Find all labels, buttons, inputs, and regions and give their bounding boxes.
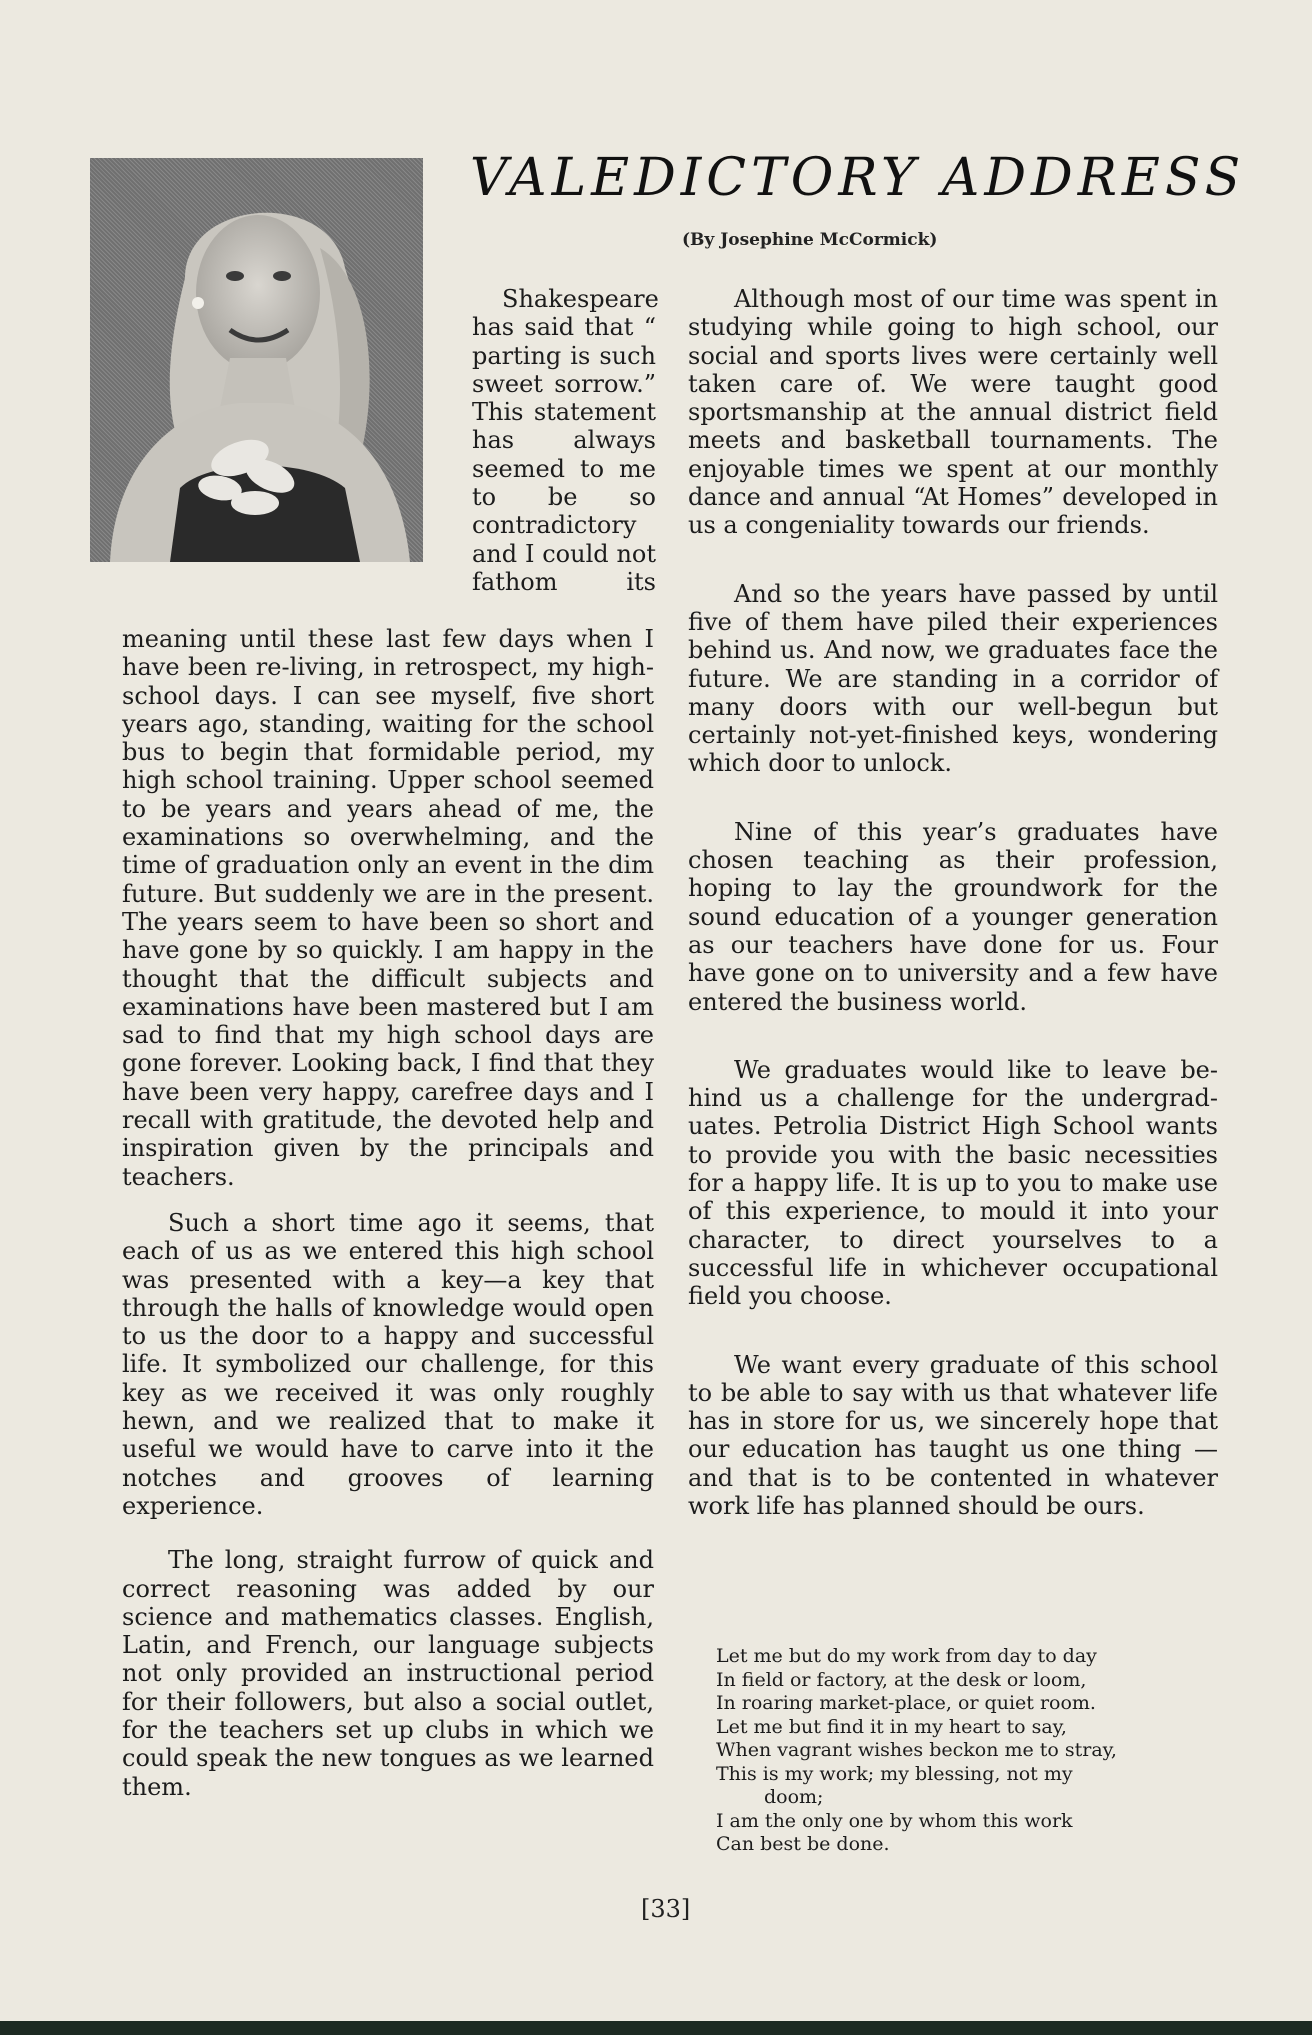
poem-line: This is my work; my blessing, not my xyxy=(716,1762,1073,1785)
poem-line: When vagrant wishes beckon me to stray, xyxy=(716,1739,1117,1761)
paragraph: The long, straight furrow of quick and correct reasoning was added by our science and mathematics classes. English, Latin, and French, our language subjects not only provided an instructional period for their followers, but also a social outlet, for the teachers set up clubs in which we could speak the new tongues as we learned them. xyxy=(122,1546,654,1801)
portrait-photo xyxy=(90,158,423,562)
intro-text: Shakespeare has said that “ parting is such sweet sorrow.” This statement has always seemed to me to be so contradictory and I could not fathom its xyxy=(472,285,659,596)
page-bottom-edge xyxy=(0,2021,1312,2035)
portrait-illustration xyxy=(90,158,423,562)
paragraph: Such a short time ago it seems, that each of us as we entered this high school was presented with a key—a key that through the halls of knowledge would open to us the door to a happy and successful life. It symbolized our challenge, for this key as we received it was only roughly hewn, and we realized that to make it useful we would have to carve into it the notches and grooves of learning experience. xyxy=(122,1208,654,1520)
paragraph: We graduates would like to leave behind us a challenge for the undergraduates. Petrolia District High School wants to provide you with the basic necessities for a happy life. It is up to you to make use of this experience, to mould it into your character, to direct yourselves to a successful life in whichever occupational field you choose. xyxy=(688,1055,1218,1311)
page-number: [33] xyxy=(641,1895,691,1923)
article-title: VALEDICTORY ADDRESS xyxy=(470,148,1246,208)
poem-line: Can best be done. xyxy=(716,1833,890,1855)
left-column xyxy=(122,625,654,1801)
poem-line: doom; xyxy=(764,1786,824,1808)
poem-line: In roaring market-place, or quiet room. xyxy=(716,1692,1096,1714)
author-byline: (By Josephine McCormick) xyxy=(682,230,938,250)
poem-verse xyxy=(716,1645,1216,1857)
paragraph: Nine of this year’s graduates have chosen teaching as their profession, hoping to lay the groundwork for the sound education of a younger generation as our teachers have done for us. Four have gone on to university and a few have entered the business world. xyxy=(688,817,1218,1016)
paragraph: meaning until these last few days when I have been re-living, in retrospect, my high-school days. I can see myself, five short years ago, standing, waiting for the school bus to begin that formidable period, my high school training. Upper school seemed to be years and years ahead of me, the examinations so overwhelming, and the time of graduation only an event in the dim future. But suddenly we are in the present. The years seem to have been so short and have gone by so quickly. I am happy in the thought that the difficult subjects and examinations have been mastered but I am sad to find that my high school days are gone forever. Looking back, I find that they have been very happy, carefree days and I recall with gratitude, the devoted help and inspiration given by the principals and teachers. xyxy=(122,625,654,1191)
paragraph: Although most of our time was spent in studying while going to high school, our social and sports lives were certainly well taken care of. We were taught good sportsmanship at the annual district field meets and basketball tournaments. The enjoyable times we spent at our monthly dance and annual “At Homes” developed in us a congeniality towards our friends. xyxy=(688,285,1218,540)
poem-line: In field or factory, at the desk or loom, xyxy=(716,1668,1087,1691)
paragraph: And so the years have passed by until five of them have piled their experiences behind us. And now, we graduates face the future. We are standing in a corridor of many doors with our well-begun but certainly not-yet-finished keys, wondering which door to unlock. xyxy=(688,579,1218,778)
poem-line: Let me but do my work from day to day xyxy=(716,1645,1097,1667)
paragraph: We want every graduate of this school to be able to say with us that whatever life has in store for us, we sincerely hope that our education has taught us one thing — and that is to be contented in whatever work life has planned should be ours. xyxy=(688,1350,1218,1520)
intro-paragraph xyxy=(472,285,659,596)
poem-line: Let me but find it in my heart to say, xyxy=(716,1715,1067,1738)
right-column xyxy=(688,285,1218,1520)
poem-line: I am the only one by whom this work xyxy=(716,1809,1073,1832)
